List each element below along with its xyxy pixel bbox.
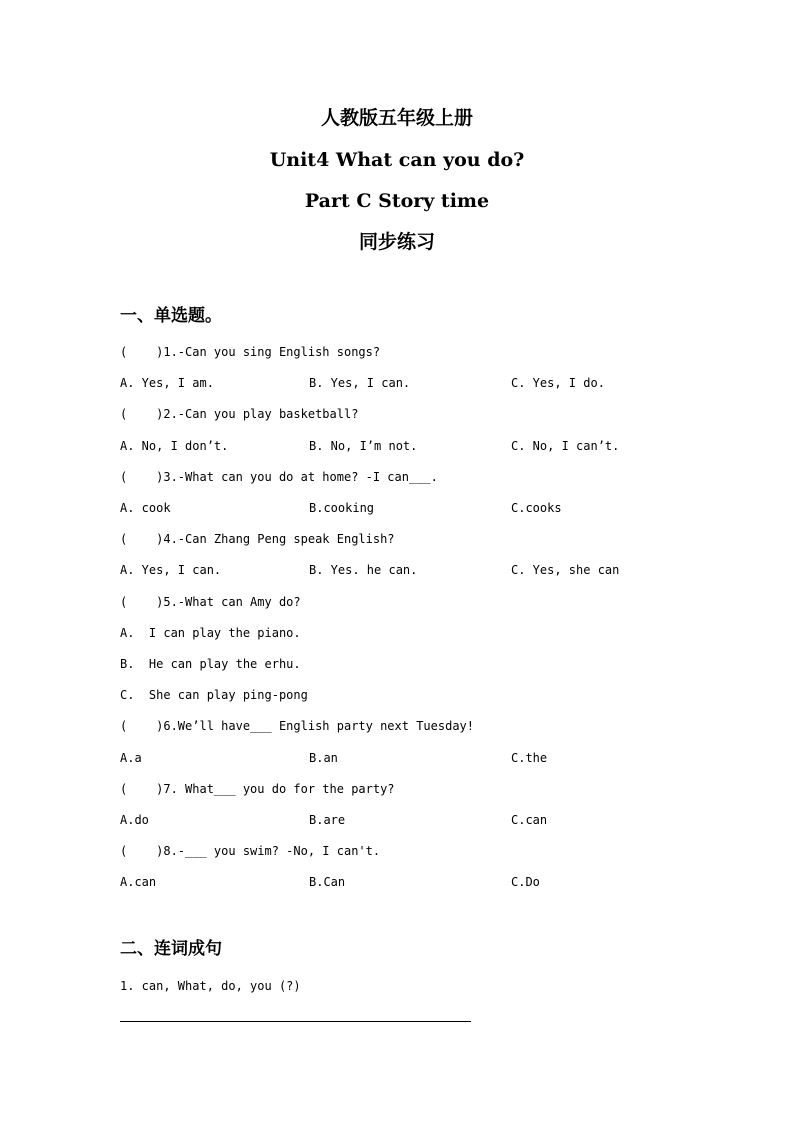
question-5: ( )5.-What can Amy do?	[120, 595, 301, 609]
question-4-option-b: B. Yes. he can.	[309, 563, 418, 577]
question-1-option-a: A. Yes, I am.	[120, 376, 214, 390]
question-2-option-b: B. No, I’m not.	[309, 439, 418, 453]
question-8-option-c: C.Do	[511, 875, 540, 889]
question-8-option-b: B.Can	[309, 875, 346, 889]
question-2-option-c: C. No, I can’t.	[511, 439, 620, 453]
question-6-option-c: C.the	[511, 751, 548, 765]
question-1-option-c: C. Yes, I do.	[511, 376, 605, 390]
question-4-option-c: C. Yes, she can	[511, 563, 620, 577]
question-1: ( )1.-Can you sing English songs?	[120, 345, 381, 359]
question-4: ( )4.-Can Zhang Peng speak English?	[120, 532, 395, 546]
question-8-option-a: A.can	[120, 875, 157, 889]
question-6: ( )6.We’ll have___ English party next Tuesday!	[120, 719, 475, 733]
question-3-option-b: B.cooking	[309, 501, 375, 515]
question-1-option-b: B. Yes, I can.	[309, 376, 411, 390]
question-8: ( )8.-___ you swim? -No, I can't.	[120, 844, 381, 858]
worksheet-title: 同步练习	[358, 231, 435, 253]
unit-title: Unit4 What can you do?	[269, 149, 525, 171]
question-7-option-b: B.are	[309, 813, 346, 827]
textbook-title: 人教版五年级上册	[320, 107, 473, 129]
question-5-option-b: B. He can play the erhu.	[120, 657, 301, 671]
question-5-option-c: C. She can play ping-pong	[120, 688, 308, 702]
section-title-multiple-choice: 一、单选题。	[120, 306, 222, 326]
question-7-option-a: A.do	[120, 813, 149, 827]
question-2: ( )2.-Can you play basketball?	[120, 407, 359, 421]
question-7-option-c: C.can	[511, 813, 548, 827]
question-3-option-a: A. cook	[120, 501, 171, 515]
question-5-option-a: A. I can play the piano.	[120, 626, 301, 640]
part-title: Part C Story time	[304, 190, 490, 212]
sentence-item-1: 1. can, What, do, you (?)	[120, 979, 301, 993]
question-3: ( )3.-What can you do at home? -I can___.	[120, 470, 438, 484]
section-title-sentence-building: 二、连词成句	[120, 939, 222, 959]
question-7: ( )7. What___ you do for the party?	[120, 782, 395, 796]
question-3-option-c: C.cooks	[511, 501, 562, 515]
answer-blank-line[interactable]	[120, 1021, 471, 1022]
question-6-option-b: B.an	[309, 751, 338, 765]
question-6-option-a: A.a	[120, 751, 142, 765]
question-4-option-a: A. Yes, I can.	[120, 563, 222, 577]
question-2-option-a: A. No, I don’t.	[120, 439, 229, 453]
